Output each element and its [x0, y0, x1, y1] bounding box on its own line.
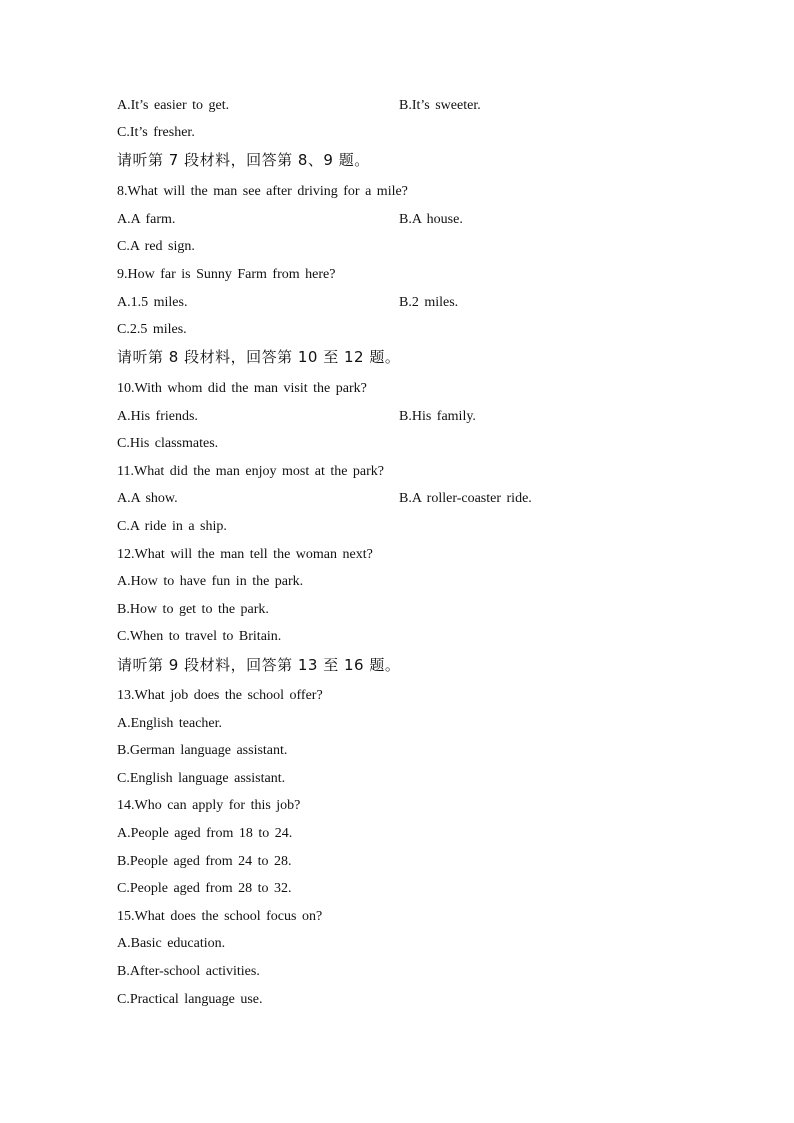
- q12-option-a: A.How to have fun in the park.: [117, 574, 304, 589]
- q12-stem: 12.What will the man tell the woman next?: [117, 547, 373, 562]
- q8-option-a: A.A farm.: [117, 212, 176, 227]
- q15-stem: 15.What does the school focus on?: [117, 909, 323, 924]
- q14-stem: 14.Who can apply for this job?: [117, 798, 301, 813]
- q9-option-b: B.2 miles.: [399, 295, 459, 310]
- q11-option-c: C.A ride in a ship.: [117, 519, 227, 534]
- q14-option-c: C.People aged from 28 to 32.: [117, 881, 292, 896]
- q13-option-a: A.English teacher.: [117, 716, 223, 731]
- q7-option-c: C.It’s fresher.: [117, 125, 195, 140]
- q13-stem: 13.What job does the school offer?: [117, 688, 323, 703]
- q9-option-a: A.1.5 miles.: [117, 295, 188, 310]
- q12-option-b: B.How to get to the park.: [117, 602, 269, 617]
- q11-option-a: A.A show.: [117, 491, 178, 506]
- q13-option-b: B.German language assistant.: [117, 743, 288, 758]
- q10-stem: 10.With whom did the man visit the park?: [117, 381, 367, 396]
- section-9-heading: 请听第 9 段材料，回答第 13 至 16 题。: [117, 656, 401, 674]
- section-7-heading: 请听第 7 段材料，回答第 8、9 题。: [117, 151, 370, 169]
- q7-options-row: [117, 96, 481, 116]
- q15-option-b: B.After-school activities.: [117, 964, 260, 979]
- q14-option-b: B.People aged from 24 to 28.: [117, 854, 292, 869]
- q8-option-c: C.A red sign.: [117, 239, 195, 254]
- q7-option-a: A.It’s easier to get.: [117, 98, 230, 113]
- q15-option-c: C.Practical language use.: [117, 992, 263, 1007]
- q8-options-row: [117, 210, 463, 230]
- q11-option-b: B.A roller-coaster ride.: [399, 491, 532, 506]
- q11-options-row: [117, 489, 532, 509]
- q10-option-c: C.His classmates.: [117, 436, 219, 451]
- q9-options-row: [117, 293, 459, 313]
- q11-stem: 11.What did the man enjoy most at the park?: [117, 464, 385, 479]
- q14-option-a: A.People aged from 18 to 24.: [117, 826, 293, 841]
- q15-option-a: A.Basic education.: [117, 936, 226, 951]
- q9-option-c: C.2.5 miles.: [117, 322, 187, 337]
- q12-option-c: C.When to travel to Britain.: [117, 629, 282, 644]
- section-8-heading: 请听第 8 段材料，回答第 10 至 12 题。: [117, 348, 401, 366]
- q13-option-c: C.English language assistant.: [117, 771, 286, 786]
- q8-stem: 8.What will the man see after driving for a mile?: [117, 184, 408, 199]
- q8-option-b: B.A house.: [399, 212, 463, 227]
- q9-stem: 9.How far is Sunny Farm from here?: [117, 267, 336, 282]
- q10-option-a: A.His friends.: [117, 409, 198, 424]
- q7-option-b: B.It’s sweeter.: [399, 98, 481, 113]
- q10-option-b: B.His family.: [399, 409, 476, 424]
- q10-options-row: [117, 407, 476, 427]
